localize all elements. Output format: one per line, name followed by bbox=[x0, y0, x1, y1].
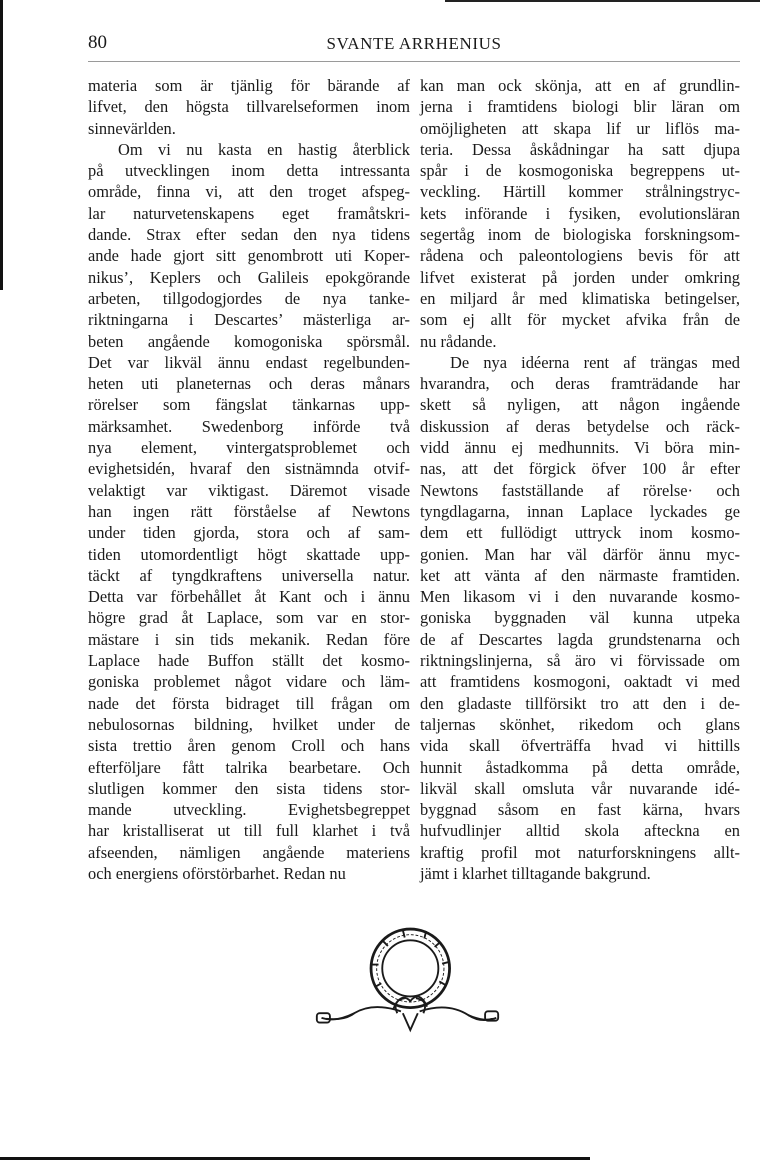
text-line: täckt af tyngdkraftens universella natur. bbox=[88, 565, 410, 585]
text-line: att framtidens kosmogoni, oaktadt vi med bbox=[420, 672, 740, 692]
text-line: dem ett fullödigt uttryck inom kosmo- bbox=[420, 523, 740, 543]
text-line: gonien. Man har väl därför ännu myc- bbox=[420, 544, 740, 564]
text-line: velaktigt var viktigast. Däremot visade bbox=[88, 480, 410, 500]
text-line: märksamhet. Swedenborg införde två bbox=[88, 416, 410, 436]
text-line: den gladaste tillförsikt tro att den i de- bbox=[420, 693, 740, 713]
text-line: skett så nyligen, att någon ingående bbox=[420, 395, 740, 415]
text-line: evighetsidén, hvaraf den sistnämnda otvif- bbox=[88, 459, 410, 479]
text-line: Newtons fastställande af rörelse· och bbox=[420, 480, 740, 500]
text-line: område, finna vi, att den troget afspeg- bbox=[88, 182, 410, 202]
text-line: har kristalliserat ut till full klarhet i två bbox=[88, 821, 410, 841]
text-line: nade det första bidraget till frågan om bbox=[88, 693, 410, 713]
text-line: och energiens oförstörbarhet. Redan nu bbox=[88, 863, 346, 883]
text-line: som ej allt för mycket afvika från de bbox=[420, 310, 740, 330]
text-line: heten uti planeternas och deras månars bbox=[88, 374, 410, 394]
running-title: SVANTE ARRHENIUS bbox=[326, 34, 502, 53]
text-line: mande utveckling. Evighetsbegreppet bbox=[88, 800, 410, 820]
text-line: jerna i framtidens biologi blir läran om bbox=[420, 97, 740, 117]
text-line: hvarandra, och deras framträdande har bbox=[420, 374, 740, 394]
text-line: högre grad åt Laplace, som var en stor- bbox=[88, 608, 410, 628]
left-column bbox=[88, 75, 410, 884]
text-line: under tiden gjorda, stora och af sam- bbox=[88, 523, 410, 543]
text-line: byggnad såsom en fast kärna, hvars bbox=[420, 800, 740, 820]
text-line: nebulosornas bildning, hvilket under de bbox=[88, 714, 410, 734]
right-column bbox=[420, 75, 740, 884]
text-line: lar naturvetenskapens eget framåtskri- bbox=[88, 203, 410, 223]
text-line: arbeten, tillgodogjordes de nya tanke- bbox=[88, 288, 410, 308]
text-line: Detta var förbehållet åt Kant och i ännu bbox=[88, 587, 410, 607]
text-line: omöjligheten att skapa lif ur liflös ma- bbox=[420, 118, 740, 138]
text-line: Men likasom vi i den nuvarande kosmo- bbox=[420, 587, 740, 607]
text-line: diskussion af deras betydelse och räck- bbox=[420, 416, 740, 436]
text-line: vida skall öfverträffa hvad vi hittills bbox=[420, 736, 740, 756]
text-line: Laplace hade Buffon ställt det kosmo- bbox=[88, 651, 410, 671]
text-line: De nya idéerna rent af trängas med bbox=[450, 352, 740, 372]
text-line: likväl skall omsluta vår nuvarande idé- bbox=[420, 778, 740, 798]
text-line: en miljard år med klimatiska betingelser, bbox=[420, 288, 740, 308]
text-line: taljernas skönhet, rikedom och glans bbox=[420, 714, 740, 734]
text-line: goniska byggnaden väl kunna utpeka bbox=[420, 608, 740, 628]
text-line: goniska problemet något vidare och läm- bbox=[88, 672, 410, 692]
text-line: riktningslinjerna, så äro vi förvissade om bbox=[420, 651, 740, 671]
text-line: tiden utomordentligt högt skattade upp- bbox=[88, 544, 410, 564]
text-line: han ingen rätt förståelse af Newtons bbox=[88, 501, 410, 521]
text-line: teria. Dessa åskådningar ha satt djupa bbox=[420, 139, 740, 159]
text-line: mästare i sin tids mekanik. Redan före bbox=[88, 629, 410, 649]
text-line: sinnevärlden. bbox=[88, 118, 176, 138]
text-line: vidd ännu ej medhunnits. Vi böra min- bbox=[420, 438, 740, 458]
text-line: tyngdlagarna, innan Laplace lyckades ge bbox=[420, 501, 740, 521]
text-line: nu rådande. bbox=[420, 331, 497, 351]
text-line: nya element, vintergatsproblemet och bbox=[88, 438, 410, 458]
text-line: spår i de kosmogoniska begreppens ut- bbox=[420, 161, 740, 181]
text-line: dande. Strax efter sedan den nya tidens bbox=[88, 225, 410, 245]
text-line: segertåg inom de biologiska forskningsom- bbox=[420, 225, 740, 245]
text-line: ket att vänta af den närmaste framtiden. bbox=[420, 565, 740, 585]
text-line: lifvet existerat på jorden under omkring bbox=[420, 267, 740, 287]
laurel-wreath-with-ribbon-icon bbox=[300, 918, 515, 1043]
text-line: veckling. Härtill kommer strålningstryc- bbox=[420, 182, 740, 202]
scan-edge-top bbox=[445, 0, 760, 2]
header-rule bbox=[88, 61, 740, 62]
text-line: hunnit åstadkomma på detta område, bbox=[420, 757, 740, 777]
page-header bbox=[88, 26, 740, 62]
text-line: rådena och paleontologiens bevis för att bbox=[420, 246, 740, 266]
text-line: jämt i klarhet tilltagande bakgrund. bbox=[420, 863, 651, 883]
text-line: de af Descartes lagda grundstenarna och bbox=[420, 629, 740, 649]
text-line: afseenden, nämligen angående materiens bbox=[88, 842, 410, 862]
text-line: slutligen kommer den sista tidens stor- bbox=[88, 778, 410, 798]
text-line: rörelser som fängslat tänkarnas upp- bbox=[88, 395, 410, 415]
page-number: 80 bbox=[88, 32, 107, 53]
text-line: lifvet, den högsta tillvarelseformen inom bbox=[88, 97, 410, 117]
text-line: kraftig profil mot naturforskningens allt- bbox=[420, 842, 740, 862]
text-line: ande hade gjort sitt genombrott uti Koper- bbox=[88, 246, 410, 266]
scan-edge-left bbox=[0, 0, 3, 290]
text-line: Om vi nu kasta en hastig återblick bbox=[118, 139, 410, 159]
text-line: materia som är tjänlig för bärande af bbox=[88, 76, 410, 95]
text-line: hufvudlinjer alltid skola afteckna en bbox=[420, 821, 740, 841]
text-line: efterföljare fått talrika bearbetare. Och bbox=[88, 757, 410, 777]
text-line: nas, att det förgick öfver 100 år efter bbox=[420, 459, 740, 479]
text-line: beten angående komogoniska spörsmål. bbox=[88, 331, 410, 351]
text-line: på utvecklingen inom detta intressanta bbox=[88, 161, 410, 181]
text-line: nikus’, Keplers och Galileis epokgörande bbox=[88, 267, 410, 287]
text-line: kan man ock skönja, att en af grundlin- bbox=[420, 76, 740, 95]
text-line: kets införande i fysiken, evolutionsläran bbox=[420, 203, 740, 223]
text-line: sista trettio åren genom Croll och hans bbox=[88, 736, 410, 756]
text-line: riktningarna i Descartes’ mästerliga ar- bbox=[88, 310, 410, 330]
text-line: Det var likväl ännu endast regelbunden- bbox=[88, 352, 410, 372]
